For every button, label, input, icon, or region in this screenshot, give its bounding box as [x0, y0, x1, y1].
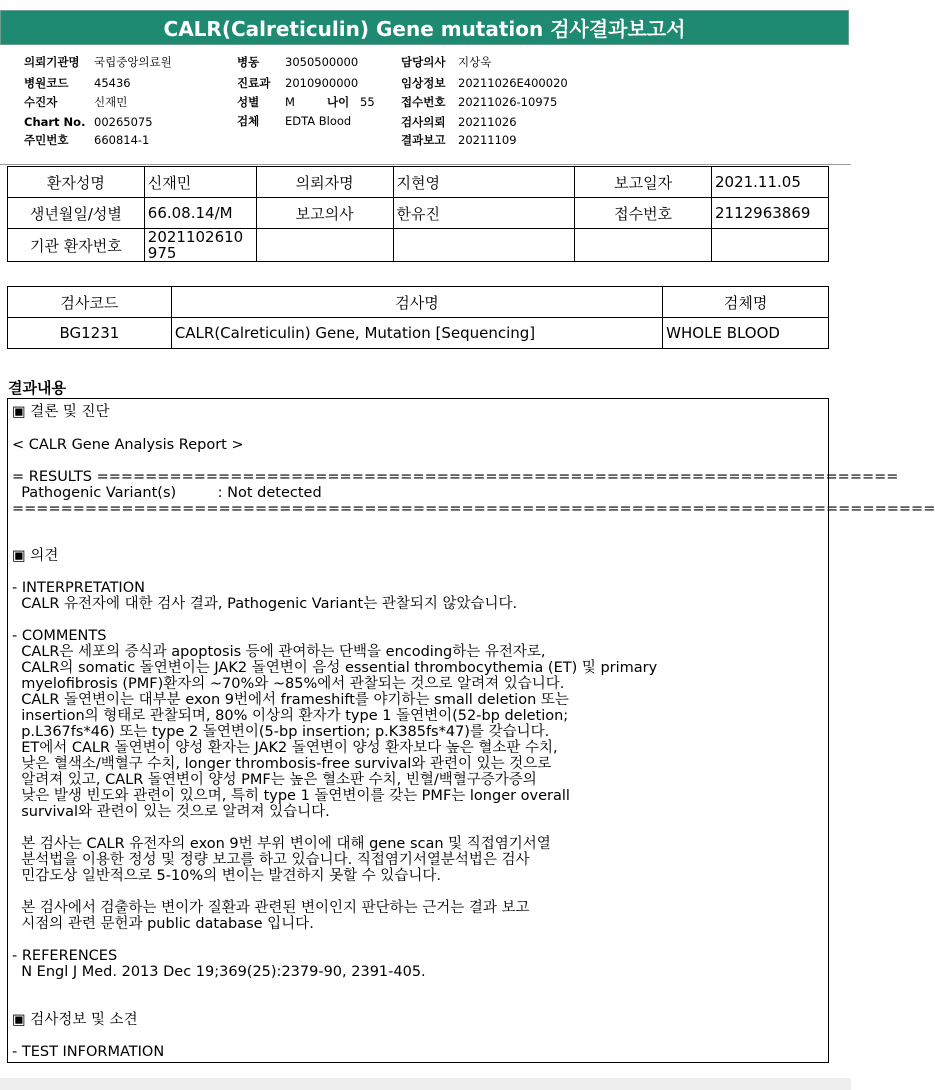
- institution-patient-no-value: 2021102610975: [144, 229, 256, 262]
- header-hospital-code: 병원코드 45436: [24, 76, 131, 90]
- report-doctor-value: 한유진: [393, 198, 575, 229]
- header-sex: 성별 M: [237, 95, 295, 109]
- header-specimen: 검체 EDTA Blood: [237, 114, 352, 128]
- comment-line: 낮은 발생 빈도와 관련이 있으며, 특히 type 1 돌연변이를 갖는 PMF는 longer overall: [12, 788, 570, 804]
- empty-cell: [393, 229, 575, 262]
- results-separator-line: ============================================================================: [12, 501, 935, 517]
- table-header-row: [8, 287, 829, 318]
- comment-line: 낮은 혈색소/백혈구 수치, longer thrombosis-free survival와 관련이 있는 것으로: [12, 756, 552, 772]
- reference-line: N Engl J Med. 2013 Dec 19;369(25):2379-90, 2391-405.: [12, 964, 426, 980]
- patient-name-label: 환자성명: [8, 167, 145, 198]
- heading-opinion: ▣ 의견: [12, 548, 59, 564]
- comment-line: ET에서 CALR 돌연변이 양성 환자는 JAK2 돌연변이 양성 환자보다 높은 혈소판 수치,: [12, 740, 558, 756]
- table-row: [8, 198, 829, 229]
- header-receipt-no: 접수번호 20211026-10975: [401, 95, 558, 109]
- header-test-request: 검사의뢰 20211026: [401, 115, 517, 129]
- empty-cell: [575, 229, 712, 262]
- receipt-no-label: 접수번호: [575, 198, 712, 229]
- comments-heading: - COMMENTS: [12, 628, 107, 644]
- header-chart-no: Chart No. 00265075: [24, 115, 153, 129]
- comment-line: survival와 관련이 있는 것으로 알려져 있습니다.: [12, 804, 330, 820]
- references-heading: - REFERENCES: [12, 948, 118, 964]
- result-section-title: 결과내용: [8, 379, 66, 397]
- header-hospital-name: 의뢰기관명 국립중앙의료원: [24, 55, 172, 69]
- comment-line: CALR은 세포의 증식과 apoptosis 등에 관여하는 단백을 encoding하는 유전자로,: [12, 644, 546, 660]
- interpretation-heading: - INTERPRETATION: [12, 580, 145, 596]
- table-row: [8, 229, 829, 262]
- receipt-no-value: 2112963869: [711, 198, 828, 229]
- test-information-heading: - TEST INFORMATION: [12, 1044, 165, 1060]
- header-doctor: 담당의사 지상욱: [401, 55, 492, 69]
- header-age: 나이 55: [327, 95, 375, 109]
- comment-line: insertion의 형태로 관찰되며, 80% 이상의 환자가 type 1 돌연변이(52-bp deletion;: [12, 708, 569, 724]
- report-subtitle: < CALR Gene Analysis Report >: [12, 437, 244, 453]
- test-code-value: BG1231: [8, 318, 172, 349]
- patient-name-value: 신재민: [144, 167, 256, 198]
- report-title: CALR(Calreticulin) Gene mutation 검사결과보고서: [0, 10, 849, 45]
- specimen-value: WHOLE BLOOD: [663, 318, 829, 349]
- interpretation-text: CALR 유전자에 대한 검사 결과, Pathogenic Variant는 관찰되지 않았습니다.: [12, 596, 518, 612]
- comment-line: 시점의 관련 문헌과 public database 입니다.: [12, 916, 314, 932]
- header-department: 진료과 2010900000: [237, 76, 359, 90]
- comment-line: CALR 돌연변이는 대부분 exon 9번에서 frameshift를 야기하는 small deletion 또는: [12, 692, 569, 708]
- header-divider: [0, 164, 851, 165]
- comment-line: 분석법을 이용한 정성 및 정량 보고를 하고 있습니다. 직접염기서열분석법은 검사: [12, 852, 530, 868]
- header-result-report: 결과보고 20211109: [401, 133, 517, 147]
- comment-line: myelofibrosis (PMF)환자의 ~70%와 ~85%에서 관찰되는 것으로 알려져 있습니다.: [12, 676, 565, 692]
- comment-line: CALR의 somatic 돌연변이는 JAK2 돌연변이 음성 essential thrombocythemia (ET) 및 primary: [12, 660, 658, 676]
- requester-value: 지현영: [393, 167, 575, 198]
- bottom-bar: [0, 1078, 851, 1090]
- empty-cell: [711, 229, 828, 262]
- table-row: [8, 167, 829, 198]
- test-name-header: 검사명: [171, 287, 662, 318]
- header-resident-no: 주민번호 660814-1: [24, 133, 150, 147]
- empty-cell: [256, 229, 393, 262]
- institution-patient-no-label: 기관 환자번호: [8, 229, 145, 262]
- header-patient-name: 수진자 신재민: [24, 95, 128, 109]
- requester-label: 의뢰자명: [256, 167, 393, 198]
- test-code-header: 검사코드: [8, 287, 172, 318]
- comment-line: 알려져 있고, CALR 돌연변이 양성 PMF는 높은 혈소판 수치, 빈혈/백혈구증가증의: [12, 772, 537, 788]
- birthdate-value: 66.08.14/M: [144, 198, 256, 229]
- heading-test-info: ▣ 검사정보 및 소견: [12, 1012, 138, 1028]
- header-ward: 병동 3050500000: [237, 55, 359, 69]
- test-name-value: CALR(Calreticulin) Gene, Mutation [Sequencing]: [171, 318, 662, 349]
- report-date-label: 보고일자: [575, 167, 712, 198]
- comment-line: p.L367fs*46) 또는 type 2 돌연변이(5-bp insertion; p.K385fs*47)를 갖습니다.: [12, 724, 550, 740]
- report-date-value: 2021.11.05: [711, 167, 828, 198]
- comment-line: 민감도상 일반적으로 5-10%의 변이는 발견하지 못할 수 있습니다.: [12, 868, 441, 884]
- comment-line: 본 검사는 CALR 유전자의 exon 9번 부위 변이에 대해 gene scan 및 직접염기서열: [12, 836, 551, 852]
- specimen-header: 검체명: [663, 287, 829, 318]
- birthdate-label: 생년월일/성별: [8, 198, 145, 229]
- results-header-line: = RESULTS ==================================================================: [12, 469, 899, 485]
- header-clinical-info: 임상정보 20211026E400020: [401, 76, 568, 90]
- result-content-box: [7, 398, 935, 1063]
- results-variant-line: Pathogenic Variant(s) : Not detected: [12, 485, 322, 501]
- heading-conclusion: ▣ 결론 및 진단: [12, 404, 110, 420]
- report-doctor-label: 보고의사: [256, 198, 393, 229]
- comment-line: 본 검사에서 검출하는 변이가 질환과 관련된 변이인지 판단하는 근거는 결과 보고: [12, 900, 530, 916]
- patient-info-table: [7, 166, 829, 262]
- test-info-table: [7, 286, 829, 349]
- table-row: [8, 318, 829, 349]
